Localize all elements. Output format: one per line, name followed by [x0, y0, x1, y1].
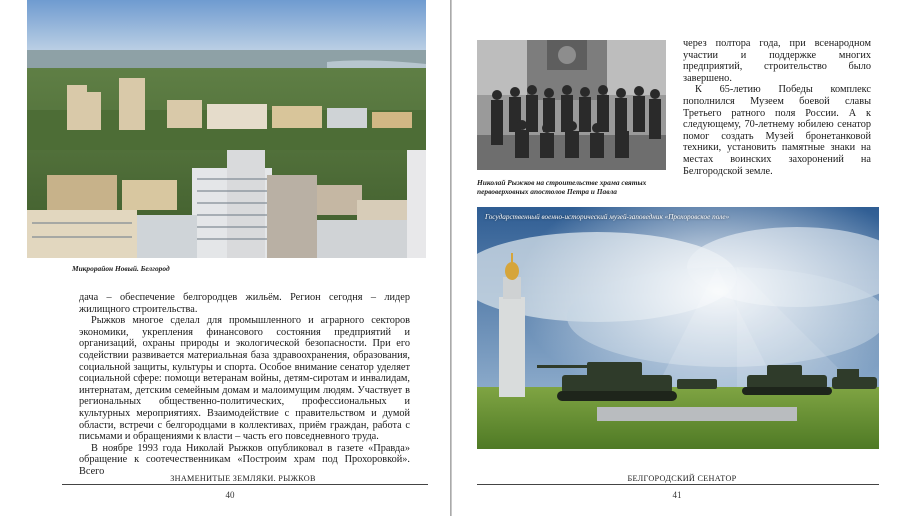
- photo-overlay-caption: Государственный военно-исторический музей-заповедник «Прохоровское поле»: [485, 213, 730, 221]
- photo-caption: Микрорайон Новый. Белгород: [72, 264, 170, 273]
- body-text: [683, 38, 871, 177]
- footer-rule: [477, 484, 879, 485]
- paragraph: В ноябре 1993 года Николай Рыжков опубликовал в газете «Правда» обращение к соотечественникам «Построим храм под Прохоровкой». Всего: [79, 442, 410, 477]
- running-head: ЗНАМЕНИТЫЕ ЗЕМЛЯКИ. РЫЖКОВ: [170, 474, 316, 483]
- page-number: 40: [225, 490, 235, 500]
- body-text: [79, 292, 410, 478]
- group-photo-caption: Николай Рыжков на строительстве храма святых первоверховных апостолов Петра и Павла: [477, 178, 647, 196]
- running-head: БЕЛГОРОДСКИЙ СЕНАТОР: [627, 474, 737, 483]
- footer-rule: [62, 484, 428, 485]
- paragraph: Рыжков многое сделал для промышленного и аграрного секторов экономики, укрепления финансового состояния предприятий и организаций, охраны природы и экологической безопасности. При его содействии развивается материальная база здравоохранения, образования, социальной защиты, культуры и спорта. Особое внимание сенатор уделяет социальной сфере: помощи ветеранам войны, детям-сиротам и инвалидам, интернатам, детским семейным домам и малоимущим людям. Участвует в региональных общественно-политических, профессиональных и культурных мероприятиях. Взаимодействие с правительством и думой области, встречи с белгородцами в коллективах, приём граждан, работа с письмами и обращениями к власти – часть его повседневного труда.: [79, 315, 410, 443]
- city-district-photo: [27, 0, 426, 258]
- paragraph: К 65-летию Победы комплекс пополнился Музеем боевой славы Третьего ратного поля России. А к следующему, 70-летнему юбилею сенатор помог создать Музей бронетанковой техники, установить памятные знаки на местах воинских захоронений на Белгородской земле.: [683, 84, 871, 177]
- paragraph: через полтора года, при всенародном участии и поддержке многих предприятий, строительство было завершено.: [683, 38, 871, 84]
- memorial-field-photo: [477, 207, 879, 449]
- paragraph: дача – обеспечение белгородцев жильём. Регион сегодня – лидер жилищного строительства.: [79, 292, 410, 315]
- page-number: 41: [672, 490, 682, 500]
- right-page: [452, 0, 900, 516]
- group-photo: [477, 40, 666, 170]
